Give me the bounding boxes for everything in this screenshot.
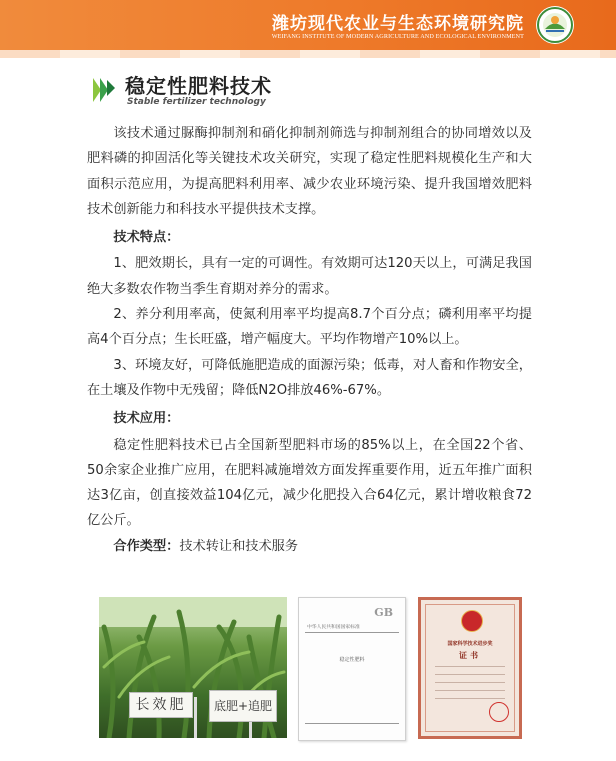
application-paragraph: 稳定性肥料技术已占全国新型肥料市场的85%以上，在全国22个省、50余家企业推广应用，在肥料减施增效方面发挥重要作用，近五年推广面积达3亿亩，创直接效益104亿元，减少化肥投入合64亿元，累计增收粮食72亿公斤。 — [87, 437, 532, 529]
institute-name-english: WEIFANG INSTITUTE OF MODERN AGRICULTURE AND ECOLOGICAL ENVIRONMENT — [271, 33, 524, 40]
standard-name: 稳定性肥料 — [339, 657, 365, 663]
feature-item: 1、肥效期长，具有一定的可调性。有效期可达120天以上，可满足我国绝大多数农作物当季生育期对养分的需求。 — [87, 256, 532, 297]
certificate-word: 证书 — [459, 651, 481, 660]
institute-name: 潍坊现代农业与生态环境研究院 — [272, 14, 524, 34]
divider — [305, 632, 399, 633]
green-leaf-arrow-icon — [91, 76, 117, 104]
cooperation-line — [87, 534, 532, 559]
feature-item: 2、养分利用率高，使氮利用率平均提高8.7个百分点；磷利用率平均提高4个百分点；生长旺盛，增产幅度大。平均作物增产10%以上。 — [87, 307, 532, 348]
institute-emblem-icon — [536, 6, 574, 44]
intro-paragraph: 该技术通过脲酶抑制剂和硝化抑制剂筛选与抑制剂组合的协同增效以及肥料磷的抑固活化等关键技术攻关研究，实现了稳定性肥料规模化生产和大面积示范应用，为提高肥料利用率、减少农业环境污染、提升我国增效肥料技术创新能力和科技水平提供技术支撑。 — [87, 126, 532, 217]
sign-base-and-top-dressing: 底肥+追肥 — [209, 690, 277, 722]
header-decoration — [0, 50, 616, 58]
feature-item: 3、环境友好，可降低施肥造成的面源污染；低毒，对人畜和作物安全，在土壤及作物中无残留；降低N2O排放46%-67%。 — [87, 357, 532, 398]
application-heading: 技术应用： — [113, 411, 180, 427]
text-line — [435, 666, 505, 667]
standard-header: 中华人民共和国国家标准 — [307, 625, 360, 630]
header-band — [0, 0, 616, 50]
gb-mark: GB — [374, 606, 393, 619]
sign-long-acting-fertilizer: 长效肥 — [129, 692, 193, 718]
national-standard-document — [298, 597, 406, 741]
page-title-english: Stable fertilizer technology — [127, 97, 266, 107]
corn-field-photo — [99, 597, 287, 738]
national-emblem-icon — [461, 610, 483, 632]
cooperation-label: 合作类型： — [113, 538, 180, 554]
cooperation-value: 技术转让和技术服务 — [179, 538, 299, 554]
text-line — [435, 698, 505, 699]
text-line — [435, 674, 505, 675]
red-seal-icon — [489, 702, 509, 722]
text-line — [435, 682, 505, 683]
divider — [305, 723, 399, 724]
award-certificate — [418, 597, 522, 739]
page-title: 稳定性肥料技术 — [125, 74, 272, 98]
text-line — [435, 690, 505, 691]
article-body — [87, 121, 532, 559]
award-name: 国家科学技术进步奖 — [447, 641, 493, 647]
features-heading: 技术特点： — [113, 230, 180, 246]
